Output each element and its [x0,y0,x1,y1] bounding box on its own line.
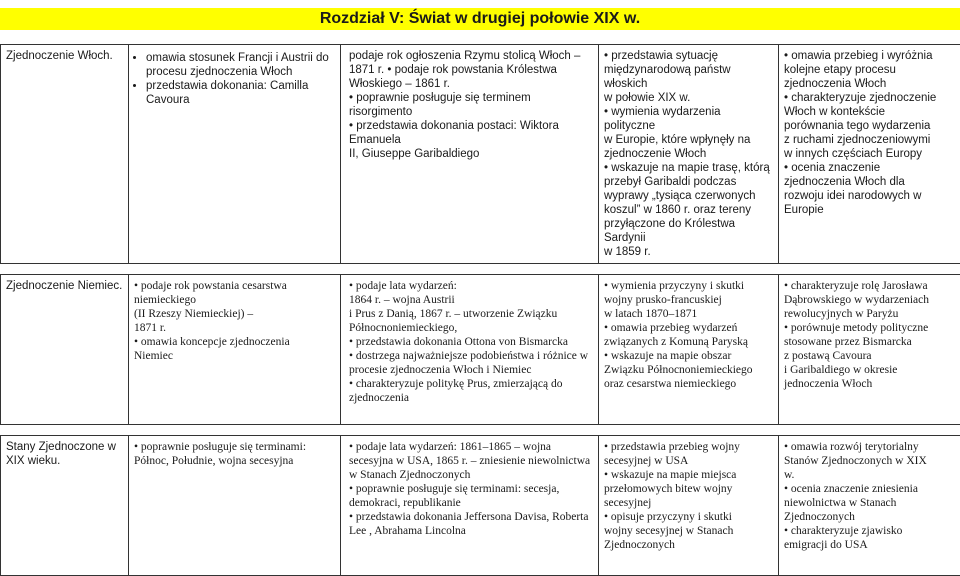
list-item: • wskazuje na mapie obszar [604,349,773,363]
list-item: i Garibaldiego w okresie [784,363,955,377]
list-item: • przedstawia dokonania postaci: Wiktora Emanuela [349,119,593,147]
list-item: • podaje lata wydarzeń: 1861–1865 – wojna [349,440,593,454]
list-item: Zjednoczonych [784,510,955,524]
list-item: niewolnictwa w Stanach [784,496,955,510]
list-item: • opisuje przyczyny i skutki [604,510,773,524]
list-item: przyłączone do Królestwa Sardynii [604,217,773,245]
list-item: • charakteryzuje zjednoczenie [784,91,955,105]
list-item: • przedstawia sytuację [604,49,773,63]
list-item: oraz cesarstwa niemieckiego [604,377,773,391]
grade-cell-3 [599,436,779,576]
list-item: • omawia koncepcje zjednoczenia [134,335,335,349]
list-item: zjednoczenia Włoch dla [784,175,955,189]
list-item: • wskazuje na mapie miejsca [604,468,773,482]
page-title: Rozdział V: Świat w drugiej połowie XIX w. [0,8,960,30]
list-item: • wskazuje na mapie trasę, którą [604,161,773,175]
list-item: • porównuje metody polityczne [784,321,955,335]
list-item: • charakteryzuje politykę Prus, zmierzającą do [349,377,593,391]
list-item: • charakteryzuje zjawisko [784,524,955,538]
list-item: • przedstawia przebieg wojny [604,440,773,454]
table-row [1,275,960,425]
grade-cell-4 [779,436,960,576]
list-item: wojny prusko-francuskiej [604,293,773,307]
list-item: procesie zjednoczenia Włoch i Niemiec [349,363,593,377]
list-item: wyprawy „tysiąca czerwonych [604,189,773,203]
grade-cell-4 [779,45,960,264]
list-item: 1864 r. – wojna Austrii [349,293,593,307]
list-item: Zjednoczonych [604,538,773,552]
list-item: • dostrzega najważniejsze podobieństwa i różnice w [349,349,593,363]
list-item: Północ, Południe, wojna secesyjna [134,454,335,468]
list-item: • charakteryzuje rolę Jarosława [784,279,955,293]
topic-label: Zjednoczenie Włoch. [6,50,113,62]
list-item: zjednoczenia Włoch [784,77,955,91]
list-item: • poprawnie posługuje się terminami: secesja, [349,482,593,496]
list-item: (II Rzeszy Niemieckiej) – [134,307,335,321]
list-item: kolejne etapy procesu [784,63,955,77]
grade-cell-3 [599,275,779,425]
list-item: Lee , Abrahama Lincolna [349,524,593,538]
list-item: rewolucyjnych w Paryżu [784,307,955,321]
topic-label: Stany Zjednoczone w XIX wieku. [6,441,116,467]
list-item: • wymienia przyczyny i skutki [604,279,773,293]
list-item: porównania tego wydarzenia [784,119,955,133]
list-item: z postawą Cavoura [784,349,955,363]
list-item: • omawia stosunek Francji i Austrii do procesu zjednoczenia Włoch [146,51,335,79]
list-item: Niemiec [134,349,335,363]
list-item: i Prus z Danią, 1867 r. – utworzenie Związku [349,307,593,321]
list-item: emigracji do USA [784,538,955,552]
topic-cell [1,45,129,264]
topic-label: Zjednoczenie Niemiec. [6,280,122,292]
table-row [1,45,960,264]
list-item: • poprawnie posługuje się terminem risorgimento [349,91,593,119]
list-item: 1871 r. [134,321,335,335]
list-item: w latach 1870–1871 [604,307,773,321]
list-item: Północnoniemieckiego, [349,321,593,335]
list-item: • omawia przebieg i wyróżnia [784,49,955,63]
list-item: Europie [784,203,955,217]
list-item: w połowie XIX w. [604,91,773,105]
list-item: secesyjnej [604,496,773,510]
list-item: • przedstawia dokonania Jeffersona Davisa, Roberta [349,510,593,524]
list-item: w 1859 r. [604,245,773,259]
list-item: przebył Garibaldi podczas [604,175,773,189]
list-item: z ruchami zjednoczeniowymi [784,133,955,147]
list-item: Włoskiego – 1861 r. [349,77,593,91]
list-item: Dąbrowskiego w wydarzeniach [784,293,955,307]
list-item: demokraci, republikanie [349,496,593,510]
list-item: międzynarodową państw włoskich [604,63,773,91]
list-item: w Europie, które wpłynęły na [604,133,773,147]
list-item: w Stanach Zjednoczonych [349,468,593,482]
list-item: podaje rok ogłoszenia Rzymu stolicą Włoch – [349,49,593,63]
list-item: Związku Północnoniemieckiego [604,363,773,377]
list-item: • przedstawia dokonania: Camilla Cavoura [146,79,335,107]
grade-cell-1 [129,436,341,576]
grade-cell-2 [341,436,599,576]
grade-cell-4 [779,275,960,425]
list-item: w. [784,468,955,482]
list-item: • wymienia wydarzenia polityczne [604,105,773,133]
row-gap [1,264,960,275]
grade-cell-2 [341,275,599,425]
list-item: wojny secesyjnej w Stanach [604,524,773,538]
list-item: secesyjnej w USA [604,454,773,468]
row-gap [1,425,960,436]
list-item: 1871 r. • podaje rok powstania Królestwa [349,63,593,77]
list-item: • ocenia znaczenie [784,161,955,175]
list-item: jednoczenia Włoch [784,377,955,391]
list-item: • poprawnie posługuje się terminami: [134,440,335,454]
list-item: secesyjna w USA, 1865 r. – zniesienie niewolnictwa [349,454,593,468]
grade-cell-1 [129,275,341,425]
list-item: niemieckiego [134,293,335,307]
list-item: zjednoczenia [349,391,593,405]
list-item: • przedstawia dokonania Ottona von Bismarcka [349,335,593,349]
list-item: zjednoczenie Włoch [604,147,773,161]
list-item: rozwoju idei narodowych w [784,189,955,203]
list-item: w innych częściach Europy [784,147,955,161]
list-item: • omawia rozwój terytorialny [784,440,955,454]
list-item: II, Giuseppe Garibaldiego [349,147,593,161]
requirements-table [0,44,960,576]
list-item: stosowane przez Bismarcka [784,335,955,349]
grade-cell-2 [341,45,599,264]
list-item: związanych z Komuną Paryską [604,335,773,349]
list-item: • ocenia znaczenie zniesienia [784,482,955,496]
list-item: przełomowych bitew wojny [604,482,773,496]
list-item: koszul” w 1860 r. oraz tereny [604,203,773,217]
grade-cell-1 [129,45,341,264]
grade-cell-3 [599,45,779,264]
list-item: • podaje rok powstania cesarstwa [134,279,335,293]
topic-cell [1,275,129,425]
list-item: Stanów Zjednoczonych w XIX [784,454,955,468]
bullet-list [134,51,335,107]
topic-cell [1,436,129,576]
list-item: • omawia przebieg wydarzeń [604,321,773,335]
table-row [1,436,960,576]
list-item: Włoch w kontekście [784,105,955,119]
list-item: • podaje lata wydarzeń: [349,279,593,293]
